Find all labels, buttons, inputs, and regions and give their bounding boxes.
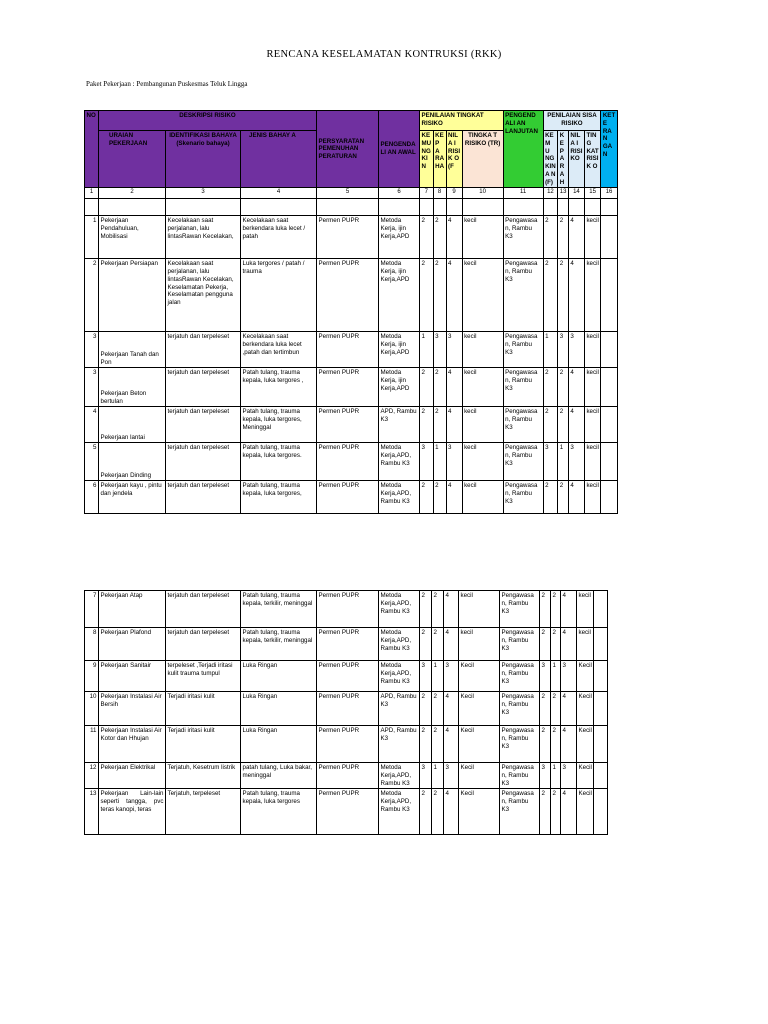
uraian-pekerjaan-cell: Pekerjaan Pendahuluan, Mobilisasi [99,216,166,259]
row-number-cell: 3 [85,368,99,407]
nilai-risiko-cell: 4 [444,591,459,628]
table-row [85,332,618,368]
sisa-tingkat-cell: Kecil [577,661,594,692]
header-sisa-keparahan: K E P A R A H [558,131,569,188]
sisa-kemungkinan-cell: 3 [543,443,558,481]
header-kemungkinan: KE MU NG KI N [420,131,434,188]
nilai-risiko-cell: 4 [446,368,462,407]
persyaratan-peraturan-cell: Permen PUPR [317,763,379,789]
uraian-pekerjaan-cell: Pekerjaan Instalasi Air Bersih [99,692,166,726]
sisa-tingkat-cell: kecil [584,407,600,443]
column-number: 10 [462,188,503,199]
spacer-cell [558,199,569,216]
sisa-kemungkinan-cell: 3 [540,763,551,789]
pengendalian-awal-cell: Metoda Kerja,APD, Rambu K3 [379,481,420,514]
sisa-kemungkinan-cell: 2 [540,628,551,661]
sisa-nilai-cell: 4 [568,216,584,259]
sisa-keparahan-cell: 2 [551,726,561,763]
sisa-kemungkinan-cell: 2 [543,259,558,332]
spacer-cell [317,199,379,216]
keparahan-cell: 2 [433,259,446,332]
header-persyaratan: PERSYARATAN PEMENUHAN PERATURAN [317,111,379,188]
sisa-tingkat-cell: Kecil [577,726,594,763]
tingkat-risiko-cell: Kecil [459,661,500,692]
header-sisa-kemungkinan: KE M U NG KIN A N (F) [543,131,558,188]
identifikasi-bahaya-cell: terjatuh dan terpeleset [166,443,241,481]
keparahan-cell: 2 [433,407,446,443]
pengendalian-lanjutan-cell: Pengawasa n, Rambu K3 [500,692,540,726]
sisa-nilai-cell: 3 [568,332,584,368]
keparahan-cell: 2 [432,628,444,661]
jenis-bahaya-cell: Luka tergores / patah / trauma [241,259,317,332]
tingkat-risiko-cell: kecil [462,332,503,368]
sisa-keparahan-cell: 2 [551,692,561,726]
keparahan-cell: 2 [433,216,446,259]
sisa-keparahan-cell: 2 [551,591,561,628]
identifikasi-bahaya-cell: terjatuh dan terpeleset [166,368,241,407]
header-jenis-bahaya: JENIS BAHAY A [241,131,317,188]
nilai-risiko-cell: 4 [444,726,459,763]
sisa-kemungkinan-cell: 2 [540,726,551,763]
pengendalian-awal-cell: Metoda Kerja, ijin Kerja,APD [379,332,420,368]
sisa-keparahan-cell: 1 [558,443,569,481]
sisa-nilai-cell: 4 [561,692,577,726]
sisa-keparahan-cell: 1 [551,661,561,692]
header-penilaian-tingkat-risiko: PENILAIAN TINGKAT RISIKO [420,111,504,131]
nilai-risiko-cell: 4 [446,481,462,514]
sisa-tingkat-cell: Kecil [577,692,594,726]
column-number: 8 [433,188,446,199]
kemungkinan-cell: 2 [420,692,432,726]
column-number: 15 [584,188,600,199]
jenis-bahaya-cell: Patah tulang, trauma kepala, terkilir, meninggal [241,591,317,628]
column-number: 6 [379,188,420,199]
uraian-pekerjaan-cell: Pekerjaan Plafond [99,628,166,661]
sisa-nilai-cell: 4 [561,726,577,763]
pengendalian-lanjutan-cell: Pengawasa n, Rambu K3 [503,481,543,514]
header-deskripsi-risiko: DESKRIPSI RISIKO [99,111,317,131]
spacer-cell [241,199,317,216]
spacer-cell [462,199,503,216]
sisa-kemungkinan-cell: 2 [540,591,551,628]
header-tingkat-risiko: TINGKA T RISIKO (TR) [462,131,503,188]
tingkat-risiko-cell: Kecil [459,763,500,789]
identifikasi-bahaya-cell: Terjadi iritasi kulit [166,726,241,763]
pengendalian-awal-cell: Metoda Kerja,APD, Rambu K3 [379,591,420,628]
row-number-cell: 10 [85,692,99,726]
jenis-bahaya-cell: Patah tulang, trauma kepala, luka tergores, Meninggal [241,407,317,443]
sisa-nilai-cell: 4 [568,368,584,407]
nilai-risiko-cell: 4 [444,692,459,726]
pengendalian-lanjutan-cell: Pengawasa n, Rambu K3 [503,216,543,259]
column-number: 4 [241,188,317,199]
row-number-cell: 12 [85,763,99,789]
header-sisa-nilai: NIL A I RISI KO [568,131,584,188]
sisa-kemungkinan-cell: 2 [543,216,558,259]
tingkat-risiko-cell: kecil [462,259,503,332]
kemungkinan-cell: 2 [420,726,432,763]
sisa-nilai-cell: 3 [568,443,584,481]
persyaratan-peraturan-cell: Permen PUPR [317,628,379,661]
uraian-pekerjaan-cell: Pekerjaan kayu , pintu dan jendela [99,481,166,514]
persyaratan-peraturan-cell: Permen PUPR [317,332,379,368]
kemungkinan-cell: 3 [420,763,432,789]
keterangan-cell [594,763,608,789]
jenis-bahaya-cell: Patah tulang, trauma kepala, terkilir, meninggal [241,628,317,661]
pengendalian-awal-cell: APD, Rambu K3 [379,692,420,726]
pengendalian-lanjutan-cell: Pengawasa n, Rambu K3 [500,726,540,763]
spacer-cell [420,199,434,216]
jenis-bahaya-cell: Patah tulang, trauma kepala, luka tergores, [241,481,317,514]
sisa-keparahan-cell: 2 [558,481,569,514]
kemungkinan-cell: 2 [420,216,434,259]
document-subtitle: Paket Pekerjaan : Pembangunan Puskesmas Teluk Lingga [86,80,248,88]
keparahan-cell: 2 [432,726,444,763]
tingkat-risiko-cell: Kecil [459,789,500,835]
sisa-tingkat-cell: kecil [584,443,600,481]
sisa-keparahan-cell: 2 [558,259,569,332]
jenis-bahaya-cell: Patah tulang, trauma kepala, luka tergores [241,789,317,835]
kemungkinan-cell: 1 [420,332,434,368]
sisa-kemungkinan-cell: 2 [540,692,551,726]
header-keterangan: KET E RA N GA N [601,111,617,188]
keterangan-cell [594,591,608,628]
identifikasi-bahaya-cell: Terjatuh, terpeleset [166,789,241,835]
sisa-kemungkinan-cell: 2 [543,368,558,407]
keterangan-cell [601,407,617,443]
column-number: 9 [446,188,462,199]
identifikasi-bahaya-cell: Terjatuh, Kesetrum listrik [166,763,241,789]
sisa-tingkat-cell: Kecil [577,763,594,789]
pengendalian-lanjutan-cell: Pengawasa n, Rambu K3 [500,591,540,628]
spacer-cell [379,199,420,216]
sisa-keparahan-cell: 2 [551,789,561,835]
sisa-nilai-cell: 3 [561,661,577,692]
identifikasi-bahaya-cell: terjatuh dan terpeleset [166,407,241,443]
document-title: RENCANA KESELAMATAN KONTRUKSI (RKK) [266,49,502,60]
sisa-tingkat-cell: kecil [577,591,594,628]
sisa-tingkat-cell: kecil [584,259,600,332]
kemungkinan-cell: 2 [420,481,434,514]
sisa-tingkat-cell: Kecil [577,789,594,835]
sisa-kemungkinan-cell: 2 [540,789,551,835]
keterangan-cell [594,661,608,692]
column-number: 14 [568,188,584,199]
persyaratan-peraturan-cell: Permen PUPR [317,591,379,628]
column-number: 12 [543,188,558,199]
keparahan-cell: 2 [432,692,444,726]
spacer-cell [601,199,617,216]
identifikasi-bahaya-cell: Terjadi iritasi kulit [166,692,241,726]
header-pengendalian-awal: PENGENDA LI AN AWAL [379,111,420,188]
table-row [85,216,618,259]
tingkat-risiko-cell: kecil [462,407,503,443]
identifikasi-bahaya-cell: Kecelakaan saat perjalanan, lalu lintasRawan Kecelakan, Keselamatan Pekerja, Keselamatan pengguna jalan [166,259,241,332]
header-pengendalian-lanjutan: PENGEND ALI AN LANJUTAN [503,111,543,188]
sisa-kemungkinan-cell: 2 [543,407,558,443]
column-number: 5 [317,188,379,199]
uraian-pekerjaan-cell: Pekerjaan Dinding [99,443,166,481]
uraian-pekerjaan-cell: Pekerjaan Sanitair [99,661,166,692]
sisa-tingkat-cell: kecil [584,332,600,368]
pengendalian-awal-cell: Metoda Kerja, ijin Kerja,APD [379,216,420,259]
sisa-keparahan-cell: 2 [551,628,561,661]
risk-table-part-2 [84,590,608,835]
jenis-bahaya-cell: Patah tulang, trauma kepala, luka tergores , [241,368,317,407]
sisa-nilai-cell: 4 [561,628,577,661]
keterangan-cell [601,443,617,481]
jenis-bahaya-cell: Patah tulang, trauma kepala, luka tergores. [241,443,317,481]
persyaratan-peraturan-cell: Permen PUPR [317,259,379,332]
keparahan-cell: 1 [432,763,444,789]
row-number-cell: 9 [85,661,99,692]
sisa-keparahan-cell: 1 [551,763,561,789]
spacer-cell [503,199,543,216]
header-penilaian-sisa-risiko: PENILAIAN SISA RISIKO [543,111,601,131]
tingkat-risiko-cell: kecil [462,443,503,481]
sisa-tingkat-cell: kecil [577,628,594,661]
nilai-risiko-cell: 3 [446,332,462,368]
pengendalian-awal-cell: Metoda Kerja,APD, Rambu K3 [379,789,420,835]
sisa-tingkat-cell: kecil [584,216,600,259]
column-number: 16 [601,188,617,199]
pengendalian-awal-cell: Metoda Kerja,APD, Rambu K3 [379,661,420,692]
column-number: 2 [99,188,166,199]
keterangan-cell [601,259,617,332]
row-number-cell: 5 [85,443,99,481]
column-number: 3 [166,188,241,199]
pengendalian-awal-cell: Metoda Kerja, ijin Kerja,APD [379,368,420,407]
keparahan-cell: 3 [433,332,446,368]
sisa-nilai-cell: 4 [561,591,577,628]
sisa-nilai-cell: 4 [568,481,584,514]
tingkat-risiko-cell: kecil [462,481,503,514]
kemungkinan-cell: 2 [420,789,432,835]
keparahan-cell: 2 [433,481,446,514]
row-number-cell: 2 [85,259,99,332]
row-number-cell: 3 [85,332,99,368]
pengendalian-awal-cell: Metoda Kerja,APD, Rambu K3 [379,443,420,481]
sisa-keparahan-cell: 3 [558,332,569,368]
column-number: 7 [420,188,434,199]
sisa-keparahan-cell: 2 [558,407,569,443]
kemungkinan-cell: 3 [420,443,434,481]
column-number: 11 [503,188,543,199]
nilai-risiko-cell: 4 [446,216,462,259]
pengendalian-awal-cell: Metoda Kerja, ijin Kerja,APD [379,259,420,332]
row-number-cell: 13 [85,789,99,835]
table-row [85,368,618,407]
table-row [85,628,608,661]
persyaratan-peraturan-cell: Permen PUPR [317,407,379,443]
kemungkinan-cell: 3 [420,661,432,692]
sisa-kemungkinan-cell: 3 [540,661,551,692]
keparahan-cell: 2 [432,789,444,835]
pengendalian-lanjutan-cell: Pengawasa n, Rambu K3 [503,332,543,368]
sisa-keparahan-cell: 2 [558,216,569,259]
header-sisa-tingkat: TIN G KAT RISI K O [584,131,600,188]
persyaratan-peraturan-cell: Permen PUPR [317,368,379,407]
nilai-risiko-cell: 4 [444,628,459,661]
kemungkinan-cell: 2 [420,368,434,407]
nilai-risiko-cell: 3 [444,661,459,692]
sisa-tingkat-cell: kecil [584,481,600,514]
table-row [85,726,608,763]
persyaratan-peraturan-cell: Permen PUPR [317,481,379,514]
spacer-cell [166,199,241,216]
keparahan-cell: 1 [433,443,446,481]
table-row [85,763,608,789]
table-row [85,692,608,726]
keparahan-cell: 1 [432,661,444,692]
table-row [85,443,618,481]
jenis-bahaya-cell: Luka Ringan [241,726,317,763]
persyaratan-peraturan-cell: Permen PUPR [317,661,379,692]
sisa-nilai-cell: 4 [568,407,584,443]
tingkat-risiko-cell: Kecil [459,692,500,726]
spacer-cell [584,199,600,216]
spacer-cell [85,199,99,216]
persyaratan-peraturan-cell: Permen PUPR [317,789,379,835]
keterangan-cell [594,726,608,763]
keterangan-cell [594,692,608,726]
kemungkinan-cell: 2 [420,628,432,661]
column-number: 13 [558,188,569,199]
header-keparahan: KE P A RA HA [433,131,446,188]
pengendalian-awal-cell: Metoda Kerja,APD, Rambu K3 [379,628,420,661]
spacer-cell [99,199,166,216]
nilai-risiko-cell: 3 [444,763,459,789]
jenis-bahaya-cell: patah tulang, Luka bakar, meninggal [241,763,317,789]
pengendalian-lanjutan-cell: Pengawasa n, Rambu K3 [500,628,540,661]
nilai-risiko-cell: 4 [444,789,459,835]
kemungkinan-cell: 2 [420,591,432,628]
pengendalian-lanjutan-cell: Pengawasa n, Rambu K3 [500,763,540,789]
pengendalian-awal-cell: Metoda Kerja,APD, Rambu K3 [379,763,420,789]
uraian-pekerjaan-cell: Pekerjaan Tanah dan Pon [99,332,166,368]
identifikasi-bahaya-cell: terjatuh dan terpeleset [166,591,241,628]
pengendalian-lanjutan-cell: Pengawasa n, Rambu K3 [503,443,543,481]
sisa-nilai-cell: 4 [561,789,577,835]
pengendalian-lanjutan-cell: Pengawasa n, Rambu K3 [503,407,543,443]
keterangan-cell [601,216,617,259]
nilai-risiko-cell: 4 [446,259,462,332]
uraian-pekerjaan-cell: Pekerjaan Lain-lain seperti tangga, pvc teras kanopi, teras [99,789,166,835]
keparahan-cell: 2 [433,368,446,407]
row-number-cell: 8 [85,628,99,661]
spacer-cell [543,199,558,216]
sisa-kemungkinan-cell: 2 [543,481,558,514]
sisa-tingkat-cell: kecil [584,368,600,407]
uraian-pekerjaan-cell: Pekerjaan Beton bertulan [99,368,166,407]
kemungkinan-cell: 2 [420,407,434,443]
keterangan-cell [601,481,617,514]
identifikasi-bahaya-cell: terjatuh dan terpeleset [166,481,241,514]
persyaratan-peraturan-cell: Permen PUPR [317,443,379,481]
sisa-keparahan-cell: 2 [558,368,569,407]
persyaratan-peraturan-cell: Permen PUPR [317,726,379,763]
persyaratan-peraturan-cell: Permen PUPR [317,692,379,726]
table-row [85,789,608,835]
kemungkinan-cell: 2 [420,259,434,332]
keterangan-cell [594,628,608,661]
tingkat-risiko-cell: kecil [462,368,503,407]
table-row [85,259,618,332]
keparahan-cell: 2 [432,591,444,628]
header-nilai-risiko: NIL A I RISI K O (F [446,131,462,188]
sisa-kemungkinan-cell: 1 [543,332,558,368]
tingkat-risiko-cell: Kecil [459,726,500,763]
identifikasi-bahaya-cell: Kecelakaan saat perjalanan, lalu lintasRawan Kecelakan, [166,216,241,259]
pengendalian-awal-cell: APD, Rambu K3 [379,407,420,443]
header-uraian-pekerjaan: URAIAN PEKERJAAN [99,131,166,188]
pengendalian-lanjutan-cell: Pengawasa n, Rambu K3 [503,259,543,332]
risk-table-part-1 [84,110,618,514]
keterangan-cell [594,789,608,835]
pengendalian-lanjutan-cell: Pengawasa n, Rambu K3 [503,368,543,407]
header-identifikasi-bahaya: IDENTIFIKASI BAHAYA (Skenario bahaya) [166,131,241,188]
tingkat-risiko-cell: kecil [459,628,500,661]
row-number-cell: 4 [85,407,99,443]
nilai-risiko-cell: 4 [446,407,462,443]
row-number-cell: 6 [85,481,99,514]
header-no: NO [85,111,99,188]
jenis-bahaya-cell: Luka Ringan [241,661,317,692]
uraian-pekerjaan-cell: Pekerjaan lantai [99,407,166,443]
uraian-pekerjaan-cell: Pekerjaan Persiapan [99,259,166,332]
sisa-nilai-cell: 4 [568,259,584,332]
row-number-cell: 11 [85,726,99,763]
jenis-bahaya-cell: Kecelakaan saat berkendara luka lecet ,patah dan tertimbun [241,332,317,368]
table-row [85,407,618,443]
nilai-risiko-cell: 3 [446,443,462,481]
pengendalian-lanjutan-cell: Pengawasa n, Rambu K3 [500,789,540,835]
spacer-cell [446,199,462,216]
table-row [85,591,608,628]
table-row [85,661,608,692]
keterangan-cell [601,368,617,407]
keterangan-cell [601,332,617,368]
tingkat-risiko-cell: kecil [462,216,503,259]
pengendalian-awal-cell: APD, Rambu K3 [379,726,420,763]
uraian-pekerjaan-cell: Pekerjaan Instalasi Air Kotor dan Hhujan [99,726,166,763]
jenis-bahaya-cell: Luka Ringan [241,692,317,726]
table-row [85,481,618,514]
persyaratan-peraturan-cell: Permen PUPR [317,216,379,259]
uraian-pekerjaan-cell: Pekerjaan Elektrikal [99,763,166,789]
row-number-cell: 7 [85,591,99,628]
jenis-bahaya-cell: Kecelakaan saat berkendara luka lecet / patah [241,216,317,259]
pengendalian-lanjutan-cell: Pengawasa n, Rambu K3 [500,661,540,692]
spacer-cell [433,199,446,216]
sisa-nilai-cell: 3 [561,763,577,789]
row-number-cell: 1 [85,216,99,259]
identifikasi-bahaya-cell: terjatuh dan terpeleset [166,628,241,661]
spacer-cell [568,199,584,216]
uraian-pekerjaan-cell: Pekerjaan Atap [99,591,166,628]
column-number: 1 [85,188,99,199]
tingkat-risiko-cell: kecil [459,591,500,628]
identifikasi-bahaya-cell: terjatuh dan terpeleset [166,332,241,368]
identifikasi-bahaya-cell: terpeleset ,Terjadi iritasi kulit trauma tumpul [166,661,241,692]
